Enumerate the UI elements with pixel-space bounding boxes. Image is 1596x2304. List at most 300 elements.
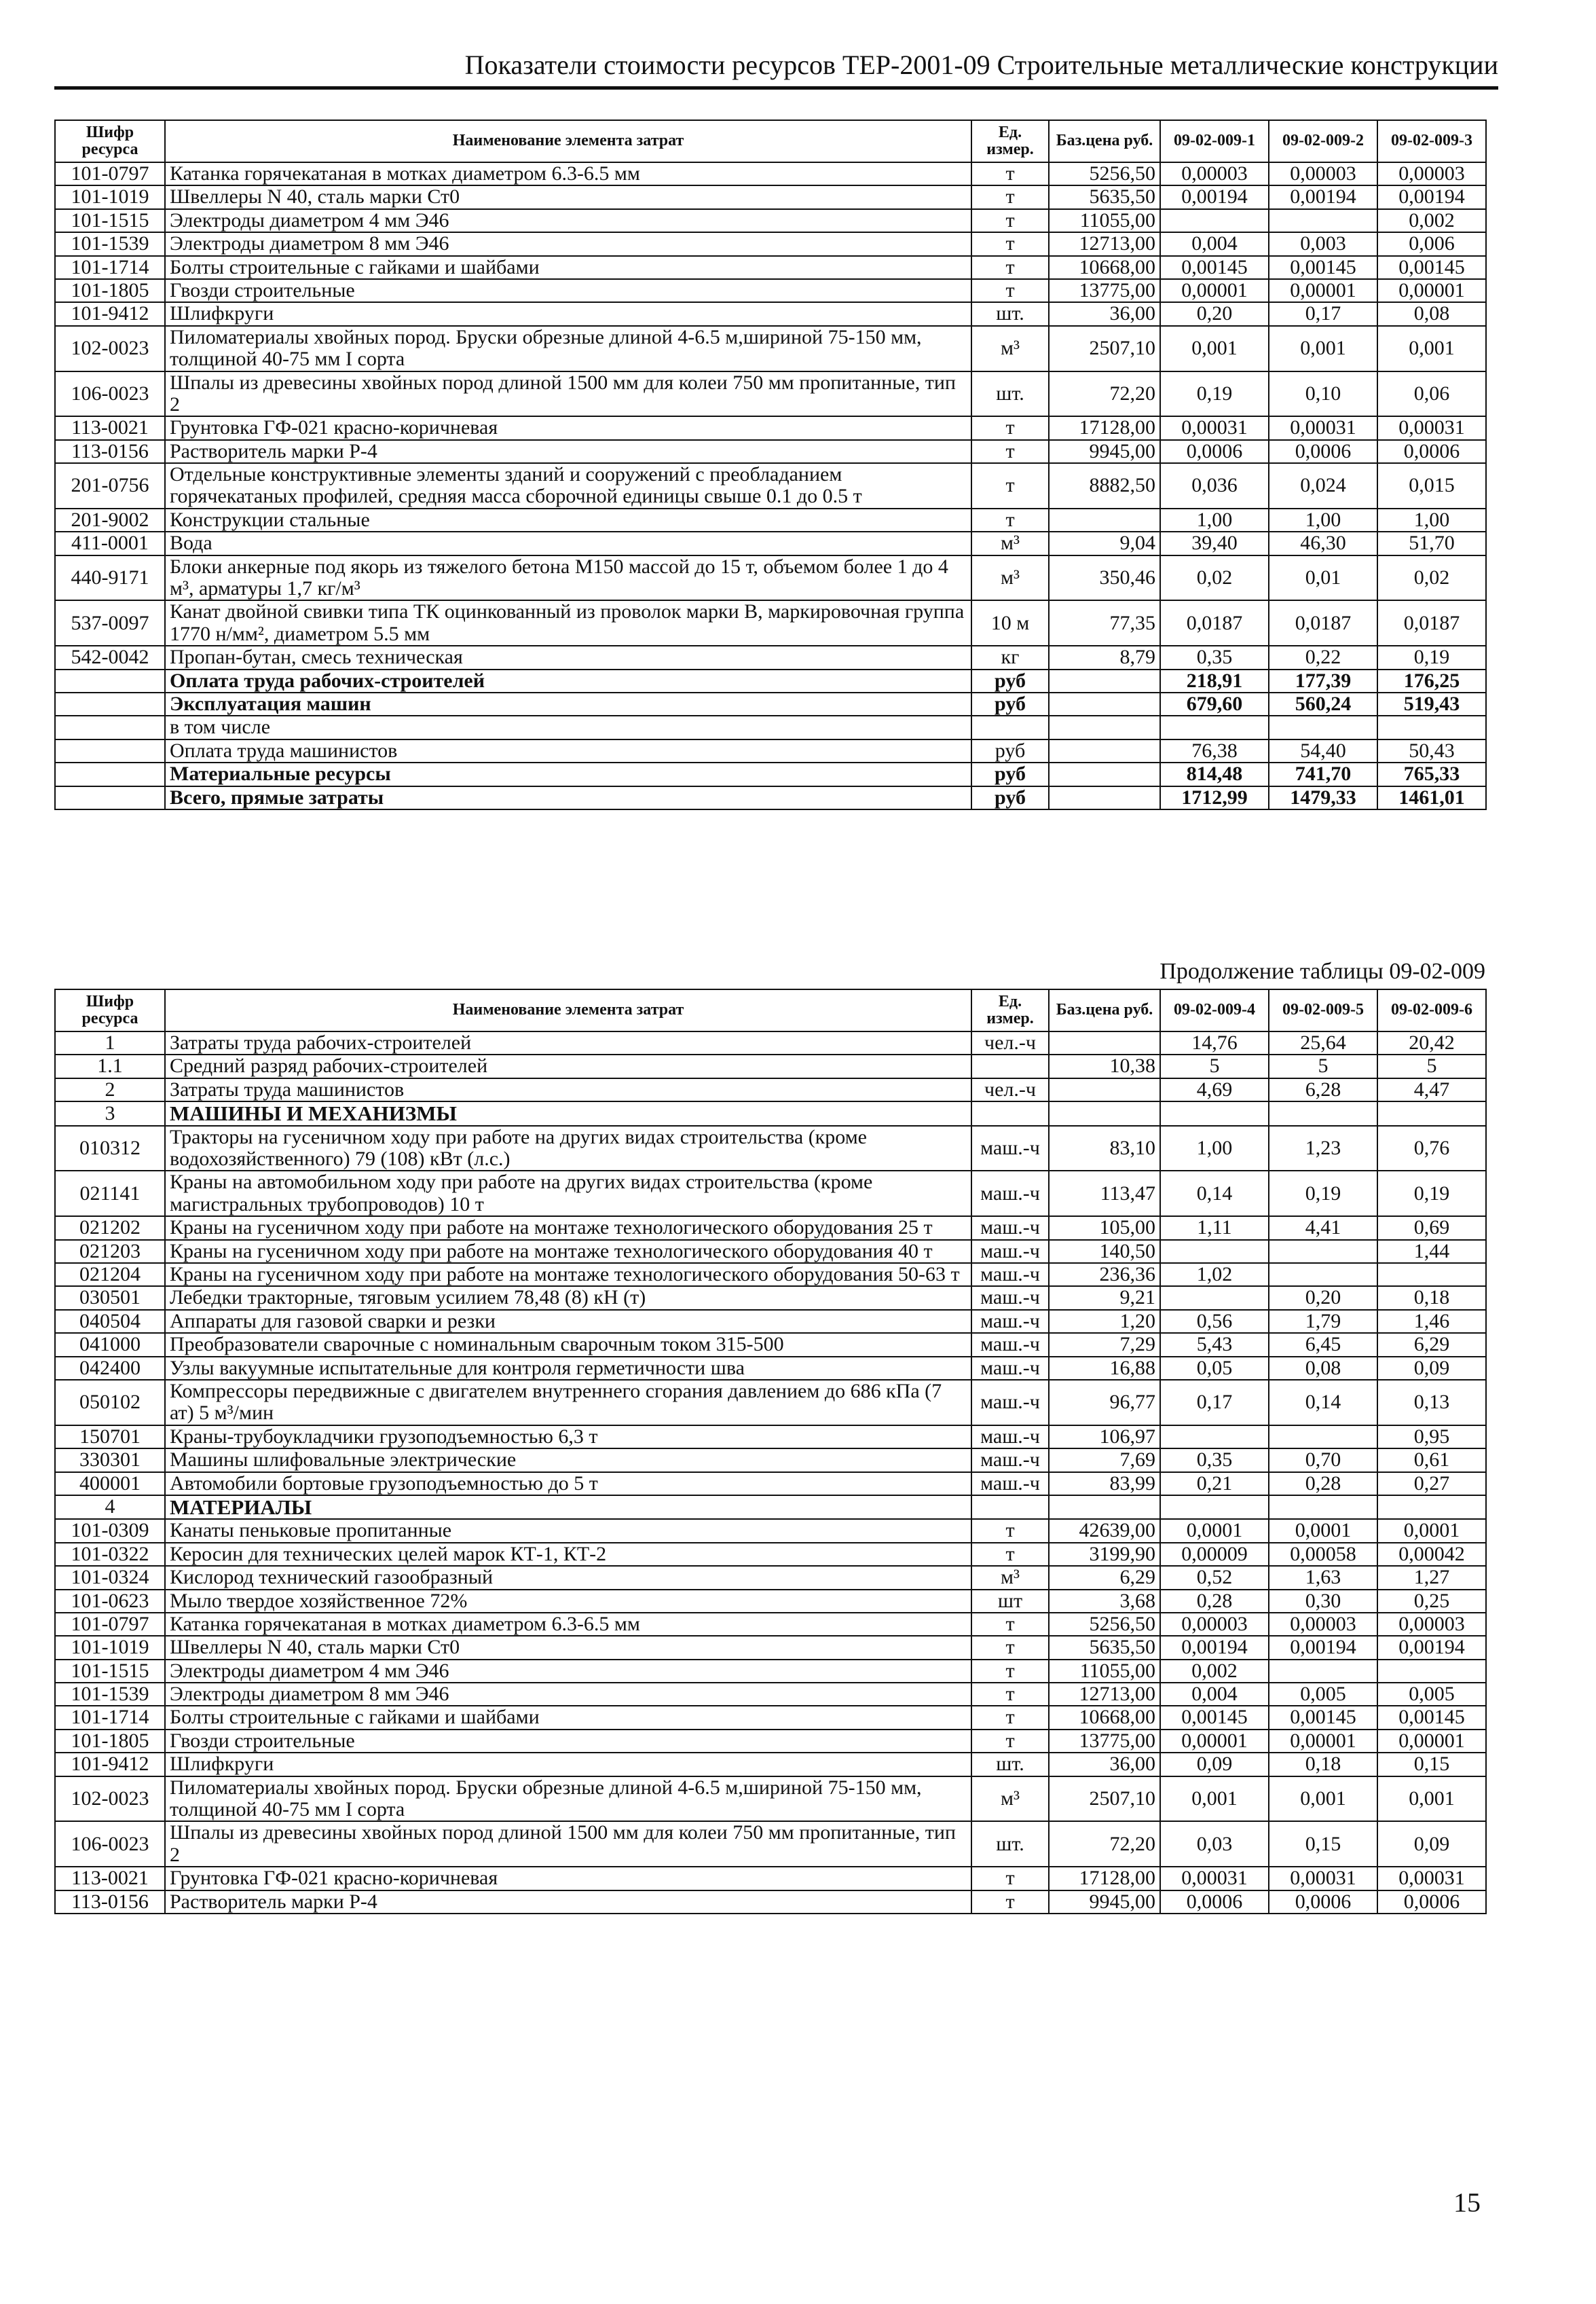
resource-code: 537-0097 [55,600,165,646]
unit: маш.-ч [971,1357,1049,1380]
value-3: 0,00003 [1377,1613,1486,1636]
unit: маш.-ч [971,1310,1049,1333]
value-2: 1,23 [1269,1126,1377,1171]
value-1: 0,35 [1160,646,1269,669]
value-1: 0,004 [1160,1683,1269,1706]
resource-name: Лебедки тракторные, тяговым усилием 78,48 (8) кН (т) [165,1286,971,1309]
table-row [55,1867,1486,1890]
resource-name: Электроды диаметром 4 мм Э46 [165,209,971,232]
value-1: 0,05 [1160,1357,1269,1380]
base-price: 10668,00 [1049,1706,1160,1729]
value-2: 0,10 [1269,371,1377,417]
value-2: 0,024 [1269,463,1377,509]
base-price: 7,69 [1049,1448,1160,1471]
value-2: 1,63 [1269,1566,1377,1589]
table-row [55,1706,1486,1729]
unit: т [971,463,1049,509]
base-price: 140,50 [1049,1240,1160,1263]
unit: руб [971,739,1049,763]
value-1: 0,56 [1160,1310,1269,1333]
base-price: 105,00 [1049,1216,1160,1239]
base-price: 42639,00 [1049,1519,1160,1542]
continuation-caption: Продолжение таблицы 09-02-009 [1159,959,1485,984]
value-1: 5,43 [1160,1333,1269,1356]
resource-code: 113-0021 [55,1867,165,1890]
value-3: 0,005 [1377,1683,1486,1706]
table-row [55,302,1486,325]
empty-cell [55,693,165,716]
unit: т [971,1519,1049,1542]
value-3: 0,15 [1377,1753,1486,1776]
value-3: 0,00001 [1377,1730,1486,1753]
value-3: 0,0187 [1377,600,1486,646]
table-row [55,1333,1486,1356]
base-price: 16,88 [1049,1357,1160,1380]
table-row [55,1380,1486,1425]
value-2: 0,00145 [1269,256,1377,279]
unit: маш.-ч [971,1240,1049,1263]
resource-code: 411-0001 [55,532,165,555]
value-2: 0,08 [1269,1357,1377,1380]
base-price [1049,1031,1160,1055]
value-1: 1,00 [1160,1126,1269,1171]
unit: м³ [971,1566,1049,1589]
table-row [55,1216,1486,1239]
base-price: 2507,10 [1049,326,1160,371]
summary-row [55,786,1486,809]
base-price: 13775,00 [1049,279,1160,302]
resource-name: Грунтовка ГФ-021 красно-коричневая [165,416,971,439]
table-row [55,646,1486,669]
value-3: 0,09 [1377,1821,1486,1867]
unit: т [971,1867,1049,1890]
value-3: 0,001 [1377,1776,1486,1822]
value-1: 14,76 [1160,1031,1269,1055]
table-row [55,440,1486,463]
empty-cell [55,716,165,739]
unit: т [971,1543,1049,1566]
value-3: 0,0006 [1377,1890,1486,1914]
resource-name: Тракторы на гусеничном ходу при работе на других видах строительства (кроме водохозяйственного) 79 (108) кВт (л.с.) [165,1126,971,1171]
resource-code: 201-0756 [55,463,165,509]
resource-code: 021202 [55,1216,165,1239]
empty-cell [1049,716,1160,739]
summary-name: Всего, прямые затраты [165,786,971,809]
unit: м³ [971,532,1049,555]
value-1: 0,03 [1160,1821,1269,1867]
table-row [55,1448,1486,1471]
value-2: 0,001 [1269,1776,1377,1822]
resource-code: 102-0023 [55,326,165,371]
value-1: 0,20 [1160,302,1269,325]
value-2: 6,28 [1269,1078,1377,1101]
table-row [55,1519,1486,1542]
unit: маш.-ч [971,1380,1049,1425]
resource-name: Пиломатериалы хвойных пород. Бруски обрезные длиной 4-6.5 м,шириной 75-150 мм, толщиной 40-75 мм I сорта [165,326,971,371]
value-1 [1160,1425,1269,1448]
table-header-row [55,989,1486,1031]
table-row [55,1683,1486,1706]
resource-name: Автомобили бортовые грузоподъемностью до 5 т [165,1472,971,1495]
base-price [1049,1101,1160,1125]
value-3: 4,47 [1377,1078,1486,1101]
unit: маш.-ч [971,1472,1049,1495]
resource-name: Блоки анкерные под якорь из тяжелого бетона М150 массой до 15 т, объемом более 1 до 4 м³, арматуры 1,7 кг/м³ [165,555,971,601]
value-3: 0,001 [1377,326,1486,371]
value-3: 0,006 [1377,232,1486,255]
resource-code: 101-1805 [55,279,165,302]
value-1: 0,28 [1160,1590,1269,1613]
unit: т [971,232,1049,255]
table-row [55,185,1486,208]
header-col-1: 09-02-009-1 [1160,120,1269,162]
value-1: 0,001 [1160,1776,1269,1822]
unit: руб [971,693,1049,716]
value-3 [1377,716,1486,739]
empty-cell [1049,739,1160,763]
resource-name: Швеллеры N 40, сталь марки Ст0 [165,1636,971,1659]
resource-name: Узлы вакуумные испытательные для контроля герметичности шва [165,1357,971,1380]
value-3: 0,00042 [1377,1543,1486,1566]
value-2: 0,005 [1269,1683,1377,1706]
value-1: 0,00145 [1160,256,1269,279]
value-3: 0,19 [1377,646,1486,669]
value-1: 218,91 [1160,670,1269,693]
base-price: 72,20 [1049,371,1160,417]
resource-code: 021203 [55,1240,165,1263]
value-3: 0,00145 [1377,256,1486,279]
unit: т [971,279,1049,302]
value-2: 0,00031 [1269,416,1377,439]
resource-name: Канат двойной свивки типа ТК оцинкованный из проволок марки В, маркировочная группа 1770 н/мм², диаметром 5.5 мм [165,600,971,646]
value-1: 0,19 [1160,371,1269,417]
value-3: 1,46 [1377,1310,1486,1333]
resource-name: Затраты труда машинистов [165,1078,971,1101]
resource-table-1 [54,120,1487,810]
base-price: 3199,90 [1049,1543,1160,1566]
base-price: 1,20 [1049,1310,1160,1333]
table-row [55,326,1486,371]
unit: т [971,416,1049,439]
table-row [55,209,1486,232]
value-1: 0,00031 [1160,416,1269,439]
base-price: 8882,50 [1049,463,1160,509]
table-row [55,555,1486,601]
resource-name: Болты строительные с гайками и шайбами [165,256,971,279]
value-1: 0,00194 [1160,185,1269,208]
resource-code: 201-9002 [55,509,165,532]
value-3: 0,69 [1377,1216,1486,1239]
resource-name: Конструкции стальные [165,509,971,532]
base-price: 5635,50 [1049,185,1160,208]
value-2: 0,00145 [1269,1706,1377,1729]
resource-name: Растворитель марки Р-4 [165,440,971,463]
value-1: 0,00145 [1160,1706,1269,1729]
resource-name: Электроды диаметром 8 мм Э46 [165,1683,971,1706]
value-1 [1160,716,1269,739]
empty-cell [1049,670,1160,693]
value-2: 0,28 [1269,1472,1377,1495]
value-2 [1269,209,1377,232]
table-row [55,256,1486,279]
unit: маш.-ч [971,1333,1049,1356]
resource-code: 106-0023 [55,371,165,417]
value-3: 0,015 [1377,463,1486,509]
value-2: 560,24 [1269,693,1377,716]
table-row [55,162,1486,185]
base-price: 13775,00 [1049,1730,1160,1753]
value-2: 0,0006 [1269,440,1377,463]
value-3: 0,00031 [1377,1867,1486,1890]
value-3: 51,70 [1377,532,1486,555]
table-row [55,1613,1486,1636]
value-3: 0,95 [1377,1425,1486,1448]
base-price: 6,29 [1049,1566,1160,1589]
unit: 10 м [971,600,1049,646]
value-2: 0,00031 [1269,1867,1377,1890]
base-price: 10668,00 [1049,256,1160,279]
summary-row [55,763,1486,786]
value-3: 0,00145 [1377,1706,1486,1729]
header-col-6: 09-02-009-6 [1377,989,1486,1031]
resource-name: Преобразователи сварочные с номинальным сварочным током 315-500 [165,1333,971,1356]
value-2: 6,45 [1269,1333,1377,1356]
resource-code: 101-0797 [55,162,165,185]
resource-code: 101-0797 [55,1613,165,1636]
value-3: 0,61 [1377,1448,1486,1471]
empty-cell [55,786,165,809]
base-price [1049,1495,1160,1519]
value-1: 0,00194 [1160,1636,1269,1659]
value-1: 0,0006 [1160,440,1269,463]
header-col-4: 09-02-009-4 [1160,989,1269,1031]
value-1 [1160,1101,1269,1125]
table-row [55,232,1486,255]
value-1: 0,036 [1160,463,1269,509]
base-price: 11055,00 [1049,209,1160,232]
value-3: 519,43 [1377,693,1486,716]
unit: шт [971,1590,1049,1613]
empty-cell [1049,763,1160,786]
value-3: 0,00031 [1377,416,1486,439]
unit: маш.-ч [971,1425,1049,1448]
header-unit: Ед. измер. [971,989,1049,1031]
value-2: 54,40 [1269,739,1377,763]
resource-code: 021204 [55,1263,165,1286]
value-2: 0,001 [1269,326,1377,371]
value-2: 0,00001 [1269,1730,1377,1753]
value-3: 0,0006 [1377,440,1486,463]
resource-code: 2 [55,1078,165,1101]
resource-code: 106-0023 [55,1821,165,1867]
value-2: 0,0006 [1269,1890,1377,1914]
summary-name: Материальные ресурсы [165,763,971,786]
unit: т [971,185,1049,208]
unit: шт. [971,302,1049,325]
table-row [55,1730,1486,1753]
resource-code: 113-0156 [55,440,165,463]
value-1 [1160,209,1269,232]
table-row [55,1776,1486,1822]
resource-code: 3 [55,1101,165,1125]
base-price: 236,36 [1049,1263,1160,1286]
resource-code: 1 [55,1031,165,1055]
unit: шт. [971,371,1049,417]
value-3 [1377,1263,1486,1286]
unit: чел.-ч [971,1031,1049,1055]
header-unit: Ед. измер. [971,120,1049,162]
resource-name: Катанка горячекатаная в мотках диаметром 6.3-6.5 мм [165,162,971,185]
resource-name: Средний разряд рабочих-строителей [165,1055,971,1078]
base-price: 9945,00 [1049,1890,1160,1914]
value-2: 25,64 [1269,1031,1377,1055]
resource-code: 400001 [55,1472,165,1495]
unit: кг [971,646,1049,669]
value-1 [1160,1286,1269,1309]
resource-name: Шпалы из древесины хвойных пород длиной 1500 мм для колеи 750 мм пропитанные, тип 2 [165,1821,971,1867]
table-row [55,1890,1486,1914]
value-3: 0,0001 [1377,1519,1486,1542]
value-1 [1160,1495,1269,1519]
base-price: 5635,50 [1049,1636,1160,1659]
value-2: 0,19 [1269,1171,1377,1216]
unit: шт. [971,1821,1049,1867]
summary-row [55,693,1486,716]
value-2: 0,0187 [1269,600,1377,646]
resource-code: 330301 [55,1448,165,1471]
table-row [55,1055,1486,1078]
resource-table-2 [54,989,1487,1914]
value-1: 39,40 [1160,532,1269,555]
unit: шт. [971,1753,1049,1776]
unit: руб [971,763,1049,786]
value-2: 1,00 [1269,509,1377,532]
value-3: 0,18 [1377,1286,1486,1309]
empty-cell [1049,786,1160,809]
base-price: 17128,00 [1049,416,1160,439]
unit: т [971,509,1049,532]
value-2: 1479,33 [1269,786,1377,809]
value-1: 1,11 [1160,1216,1269,1239]
header-price: Баз.цена руб. [1049,989,1160,1031]
value-2: 46,30 [1269,532,1377,555]
table-row [55,509,1486,532]
value-3: 0,76 [1377,1126,1486,1171]
unit: маш.-ч [971,1448,1049,1471]
value-1: 4,69 [1160,1078,1269,1101]
table-row [55,1126,1486,1171]
table-row [55,1357,1486,1380]
value-3: 0,00001 [1377,279,1486,302]
unit: м³ [971,1776,1049,1822]
value-3: 0,08 [1377,302,1486,325]
resource-code: 101-1515 [55,209,165,232]
unit: т [971,209,1049,232]
resource-code: 040504 [55,1310,165,1333]
header-price: Баз.цена руб. [1049,120,1160,162]
table-header-row [55,120,1486,162]
unit: т [971,162,1049,185]
value-3: 50,43 [1377,739,1486,763]
table-row [55,1543,1486,1566]
unit: маш.-ч [971,1286,1049,1309]
resource-name: Краны на автомобильном ходу при работе на других видах строительства (кроме магистральных трубопроводов) 10 т [165,1171,971,1216]
base-price: 106,97 [1049,1425,1160,1448]
value-1: 0,00001 [1160,1730,1269,1753]
value-2: 0,00194 [1269,185,1377,208]
unit: т [971,1730,1049,1753]
table-row [55,600,1486,646]
resource-code: 101-0324 [55,1566,165,1589]
value-1: 679,60 [1160,693,1269,716]
value-2: 0,0001 [1269,1519,1377,1542]
table-row [55,1240,1486,1263]
table-row [55,1171,1486,1216]
unit: т [971,1890,1049,1914]
resource-name: Керосин для технических целей марок КТ-1, КТ-2 [165,1543,971,1566]
value-2: 177,39 [1269,670,1377,693]
table-row [55,1566,1486,1589]
value-3: 0,02 [1377,555,1486,601]
header-col-2: 09-02-009-2 [1269,120,1377,162]
value-2: 0,00003 [1269,1613,1377,1636]
summary-row [55,716,1486,739]
unit: маш.-ч [971,1171,1049,1216]
value-2: 0,01 [1269,555,1377,601]
value-1: 0,0006 [1160,1890,1269,1914]
value-2: 0,22 [1269,646,1377,669]
value-2 [1269,716,1377,739]
value-3: 765,33 [1377,763,1486,786]
value-3: 1,27 [1377,1566,1486,1589]
value-3: 1,00 [1377,509,1486,532]
table-row [55,1425,1486,1448]
value-2: 1,79 [1269,1310,1377,1333]
value-3: 0,00194 [1377,1636,1486,1659]
value-2: 0,00058 [1269,1543,1377,1566]
resource-code: 440-9171 [55,555,165,601]
value-2 [1269,1425,1377,1448]
resource-name: Компрессоры передвижные с двигателем внутреннего сгорания давлением до 686 кПа (7 ат) 5 м³/мин [165,1380,971,1425]
base-price: 9,21 [1049,1286,1160,1309]
resource-name: Отдельные конструктивные элементы зданий и сооружений с преобладанием горячекатаных профилей, средняя масса сборочной единицы свыше 0.1 до 0.5 т [165,463,971,509]
value-3: 5 [1377,1055,1486,1078]
value-2 [1269,1240,1377,1263]
value-3: 0,27 [1377,1472,1486,1495]
table-row [55,1590,1486,1613]
table-row [55,1821,1486,1867]
value-1: 0,0001 [1160,1519,1269,1542]
header-col-5: 09-02-009-5 [1269,989,1377,1031]
value-1: 1,00 [1160,509,1269,532]
resource-name: Вода [165,532,971,555]
resource-code: 010312 [55,1126,165,1171]
value-2: 741,70 [1269,763,1377,786]
table-row [55,1078,1486,1101]
value-1: 0,00003 [1160,1613,1269,1636]
value-1: 0,17 [1160,1380,1269,1425]
resource-name: Машины шлифовальные электрические [165,1448,971,1471]
header-code: Шифр ресурса [55,989,165,1031]
resource-code: 101-9412 [55,302,165,325]
unit: т [971,1636,1049,1659]
resource-code: 150701 [55,1425,165,1448]
resource-code: 113-0156 [55,1890,165,1914]
base-price: 83,10 [1049,1126,1160,1171]
resource-name: Краны на гусеничном ходу при работе на монтаже технологического оборудования 50-63 т [165,1263,971,1286]
base-price: 12713,00 [1049,1683,1160,1706]
resource-name: Болты строительные с гайками и шайбами [165,1706,971,1729]
